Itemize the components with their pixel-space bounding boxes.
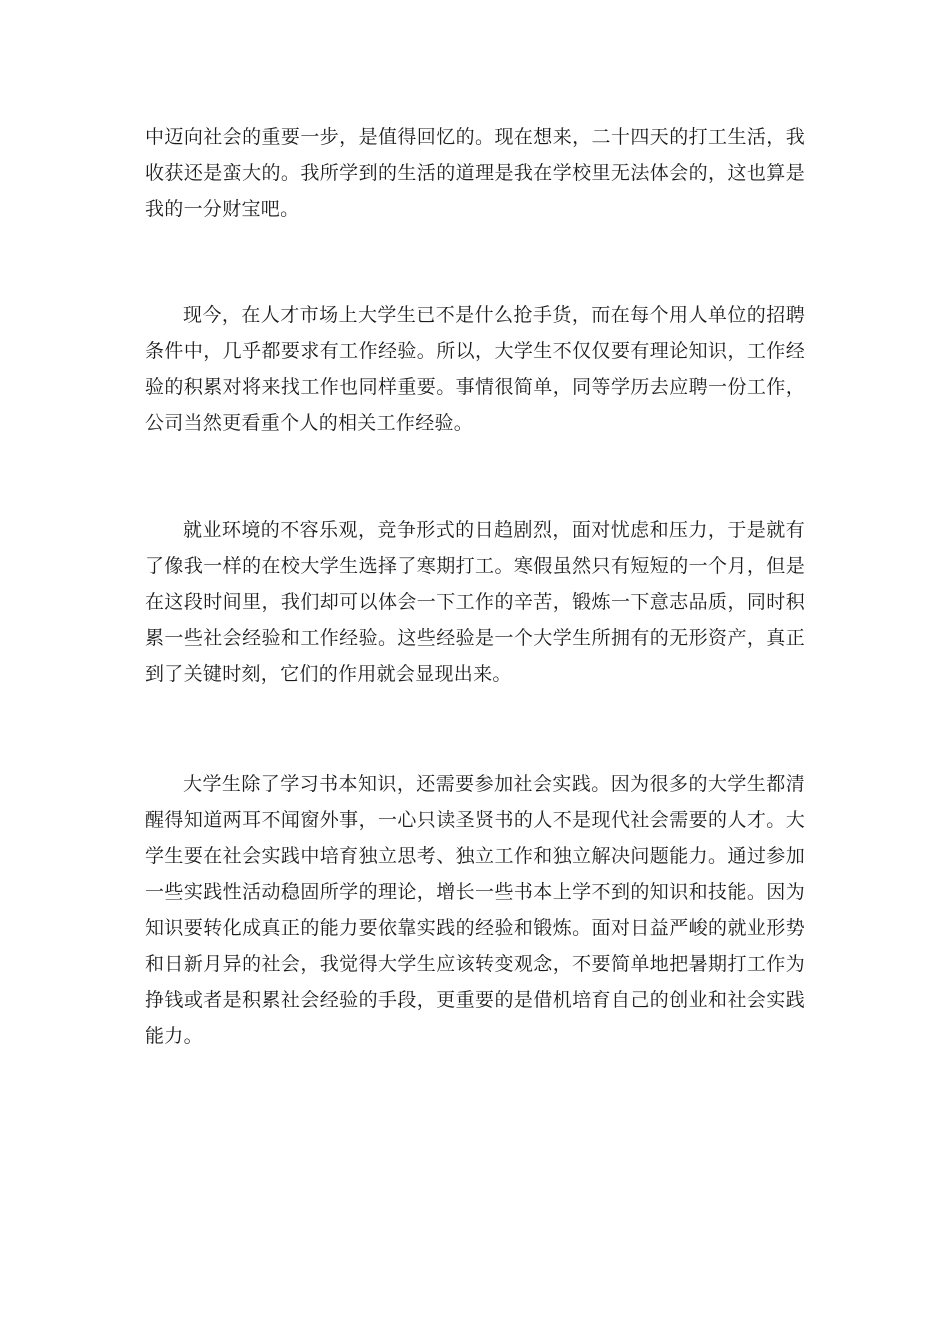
paragraph-social-practice: 大学生除了学习书本知识，还需要参加社会实践。因为很多的大学生都清醒得知道两耳不闻窗外事，一心只读圣贤书的人不是现代社会需要的人才。大学生要在社会实践中培育独立思考、独立工作和独立解决问题能力。通过参加一些实践性活动稳固所学的理论，增长一些书本上学不到的知识和技能。因为知识要转化成真正的能力要依靠实践的经验和锻炼。面对日益严峻的就业形势和日新月异的社会，我觉得大学生应该转变观念，不要简单地把暑期打工作为挣钱或者是积累社会经验的手段，更重要的是借机培育自己的创业和社会实践能力。 bbox=[145, 773, 805, 1047]
paragraph-continuation: 中迈向社会的重要一步，是值得回忆的。现在想来，二十四天的打工生活，我收获还是蛮大的。我所学到的生活的道理是我在学校里无法体会的，这也算是我的一分财宝吧。 bbox=[145, 126, 805, 220]
paragraph-talent-market: 现今，在人才市场上大学生已不是什么抢手货，而在每个用人单位的招聘条件中，几乎都要求有工作经验。所以，大学生不仅仅要有理论知识，工作经验的积累对将来找工作也同样重要。事情很简单，同等学历去应聘一份工作，公司当然更看重个人的相关工作经验。 bbox=[145, 304, 805, 434]
paragraph-employment-environment: 就业环境的不容乐观，竞争形式的日趋剧烈，面对忧虑和压力，于是就有了像我一样的在校大学生选择了寒期打工。寒假虽然只有短短的一个月，但是在这段时间里，我们却可以体会一下工作的辛苦，锻炼一下意志品质，同时积累一些社会经验和工作经验。这些经验是一个大学生所拥有的无形资产，真正到了关键时刻，它们的作用就会显现出来。 bbox=[145, 519, 805, 685]
